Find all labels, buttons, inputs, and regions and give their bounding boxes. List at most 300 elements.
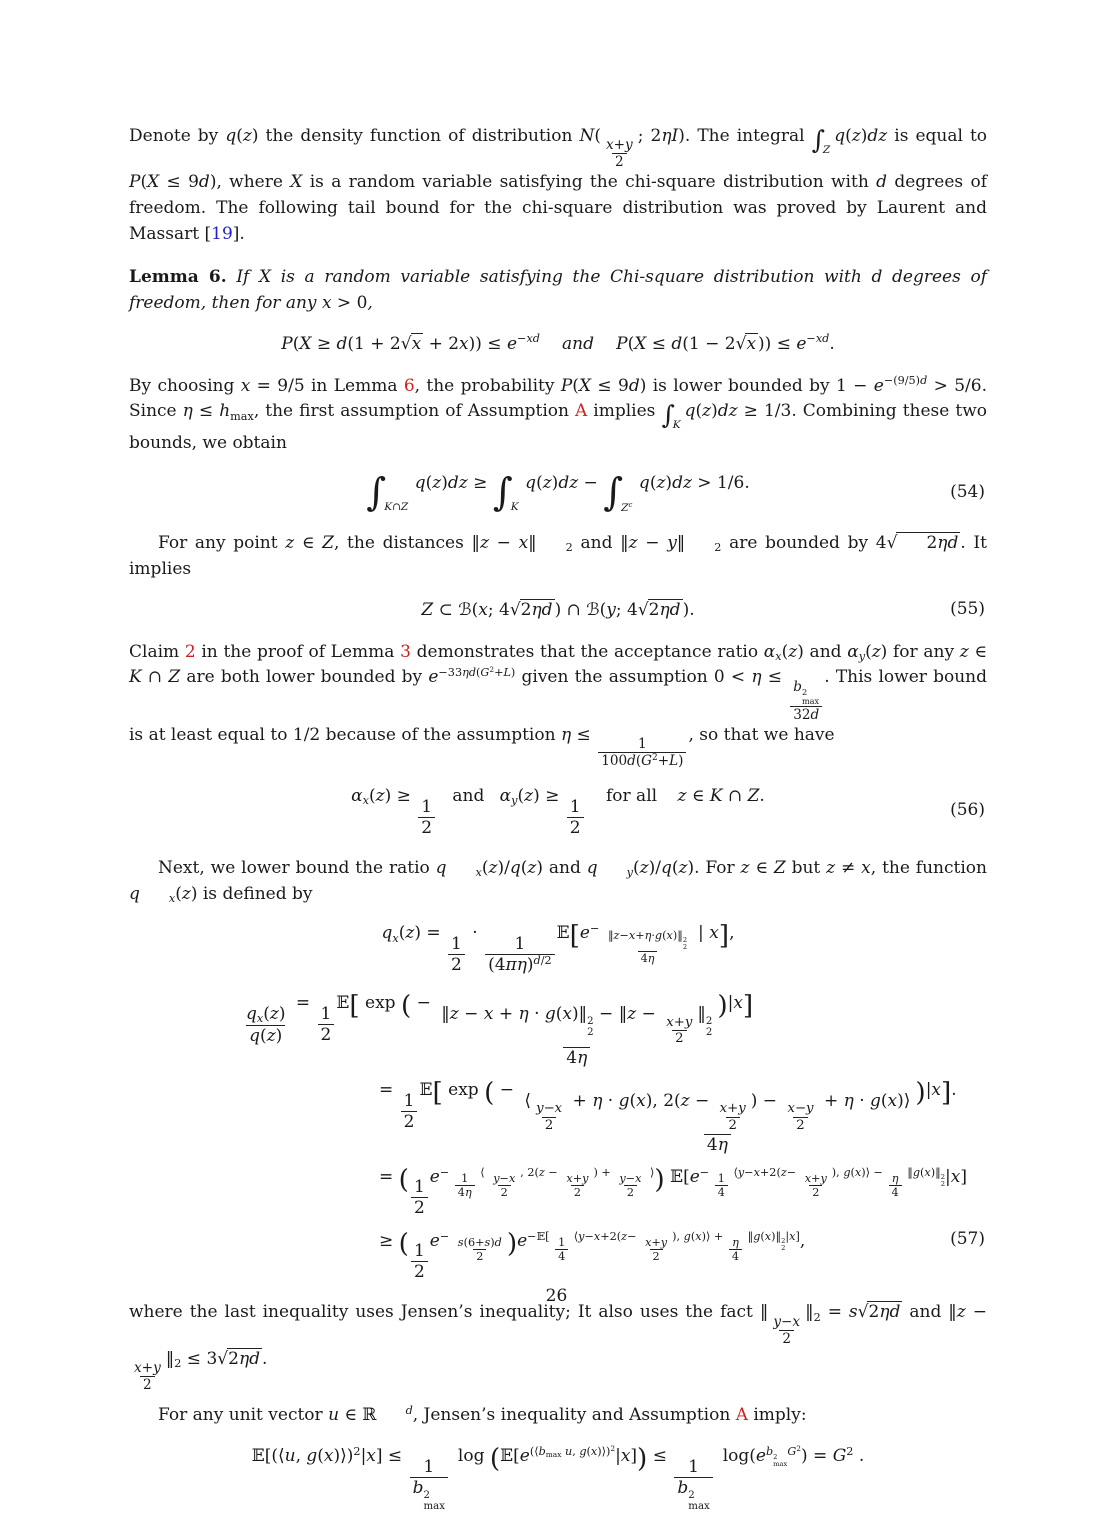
math-text: P(X ≥ d(1 + 2 [281, 333, 401, 354]
text-run: 2 [451, 955, 462, 976]
fraction [717, 1101, 749, 1133]
math-text: 4 [875, 533, 887, 554]
math-text: P(X ≤ d(1 − 2 [616, 333, 736, 354]
fraction [784, 1101, 816, 1133]
text-run: . The integral [684, 126, 812, 146]
fraction [889, 1172, 902, 1199]
text-run: 1 [403, 1090, 415, 1111]
superscript [628, 502, 632, 509]
text-run: given the assumption [515, 667, 714, 688]
math-text: + η · g(x), 2(z − [567, 1090, 715, 1111]
math-text: y−x [493, 1171, 516, 1185]
big-delimiter: [ [569, 921, 580, 952]
math-text: ‖ [697, 1004, 706, 1025]
math-text: y−x [536, 1101, 563, 1117]
script-stack [773, 1454, 787, 1469]
math-text: = s [820, 1302, 858, 1323]
superscript [423, 1490, 429, 1501]
text-run: 2 [403, 1111, 415, 1132]
text-run: for all [606, 786, 658, 807]
math-text: 1/2 [292, 724, 321, 745]
text-run: 2 [320, 1025, 332, 1046]
text-run [227, 267, 237, 287]
math-text: (z) = [398, 923, 447, 944]
math-text: 4η [640, 952, 655, 966]
fraction [418, 797, 435, 838]
denominator [567, 817, 584, 838]
text-run: 2 [587, 1027, 594, 1039]
fraction [490, 1172, 518, 1199]
math-text: ⟩ [646, 1165, 655, 1179]
denominator [498, 1185, 511, 1199]
math-text: q(z)dz − [525, 473, 604, 494]
math-text: −𝔼[ [527, 1229, 554, 1243]
math-text: Z [822, 143, 831, 156]
fraction [243, 1004, 288, 1046]
denominator [411, 1197, 428, 1218]
integral-limit [823, 145, 830, 156]
math-text: 100d(G [601, 753, 653, 770]
math-text: q(z) [249, 1025, 283, 1046]
text-run: are bounded by [721, 533, 876, 554]
integral-limit [384, 502, 408, 513]
integral-sign: ∫ [366, 470, 387, 516]
math-text: |x [925, 1080, 942, 1101]
text-run: , where [216, 172, 291, 193]
numerator [663, 1015, 695, 1031]
math-text: +L) [657, 753, 684, 770]
math-text: x+y [666, 1014, 693, 1030]
integral-operator [492, 470, 523, 516]
big-delimiter: ) [915, 1078, 926, 1109]
integral-sign: ∫ [811, 125, 825, 156]
text-run: 2 [846, 1445, 854, 1459]
text-run: For any point [158, 533, 286, 554]
text-run: and [572, 533, 621, 554]
text-run: Claim [129, 641, 185, 662]
math-text: η ≤ [560, 724, 597, 745]
text-run: exp [442, 1080, 485, 1101]
text-run: 1 [558, 1235, 566, 1249]
text-run: 2 [544, 1118, 554, 1134]
superscript [590, 923, 692, 965]
text-run: 2 [476, 1249, 484, 1263]
math-text: X [258, 266, 272, 287]
text-run: 2 [940, 1180, 946, 1189]
radical-sign: √ [857, 1302, 868, 1323]
subscript [537, 542, 573, 553]
numerator [802, 1172, 830, 1185]
math-text: · [466, 923, 484, 944]
math-text: x+y [134, 1360, 161, 1377]
reference-link[interactable]: 6 [403, 375, 415, 396]
big-delimiter: ) [506, 1228, 518, 1259]
text-run: 4 [891, 1186, 899, 1200]
denominator [715, 1185, 728, 1199]
subscript [802, 697, 819, 706]
text-run: 4 [717, 1186, 725, 1200]
fraction [411, 1241, 428, 1282]
subscript [230, 411, 254, 422]
math-text: x+y [605, 137, 633, 154]
math-text: 4η [706, 1134, 728, 1155]
numerator [784, 1101, 816, 1117]
math-text: ‖z−x+η·g(x)‖ [607, 928, 683, 942]
radicand [227, 1348, 262, 1369]
fraction [533, 1101, 565, 1133]
math-text: x+y [804, 1171, 827, 1185]
math-text: |x] ≤ [360, 1446, 408, 1467]
reference-link[interactable]: 2 [184, 641, 196, 662]
equation-56 [129, 785, 987, 838]
math-text: ‖z − y‖ [620, 533, 686, 554]
math-text: q(z)dz ≥ 1/3 [684, 401, 792, 422]
big-delimiter: ] [718, 921, 730, 952]
math-text: ⟨y−x+2(z− [570, 1229, 641, 1243]
math-text: e [429, 1230, 440, 1251]
text-run: 1 [688, 1456, 699, 1477]
numerator [533, 1101, 565, 1117]
text-run: 𝔼 [251, 1446, 265, 1467]
text-run: 1 [461, 1171, 469, 1185]
math-text: e [755, 1446, 766, 1467]
math-text: ⟨ [524, 1090, 532, 1111]
math-text: y−x [619, 1171, 642, 1185]
math-text: y [858, 649, 866, 663]
math-text: −xd [517, 332, 540, 346]
math-text: ) ∩ ℬ(y; 4 [554, 599, 638, 620]
text-run: the density function of distribution [258, 126, 580, 146]
math-text: (z) ≥ [368, 786, 417, 807]
fraction [616, 1172, 644, 1199]
math-text: (z)/q(z) [633, 857, 695, 878]
radical-sign: √ [735, 333, 746, 354]
equation-expectation-bound [129, 1445, 987, 1512]
denominator [542, 1117, 556, 1134]
text-run: 2 [705, 1027, 713, 1039]
denominator [779, 1330, 794, 1347]
math-text: − [494, 1080, 520, 1101]
numerator [490, 1172, 518, 1185]
math-text: 2ηd [926, 533, 959, 554]
math-text: z ∈ K ∩ Z. [677, 786, 765, 807]
text-run: 2 [813, 1310, 821, 1324]
equation-54 [129, 470, 987, 516]
math-text: b [793, 678, 802, 695]
math-text: ⟨ [476, 1165, 489, 1179]
paragraph-jensen-fact [129, 1300, 987, 1393]
denominator [729, 1249, 742, 1263]
fraction [802, 1172, 830, 1199]
math-text: η ≤ h [182, 401, 231, 422]
equation-lines [129, 993, 987, 1282]
integral-operator [366, 470, 412, 516]
math-text: η [732, 1235, 739, 1249]
numerator [243, 1004, 288, 1025]
math-text: q [246, 1004, 257, 1025]
equation-line [379, 1228, 987, 1283]
numerator [685, 1457, 702, 1477]
math-text: α [499, 786, 512, 807]
text-run: 4 [731, 1249, 739, 1263]
text-run: 2 [587, 1016, 594, 1028]
math-text: 32d [793, 706, 820, 723]
big-delimiter: ] [742, 991, 754, 1022]
math-text: q [586, 857, 598, 878]
denominator [612, 153, 627, 170]
paragraph-density-intro [129, 124, 987, 248]
fraction [598, 736, 686, 769]
text-run: demonstrates that the acceptance ratio [410, 641, 764, 662]
text-run: 2 [174, 1357, 182, 1371]
math-text: +L) [494, 666, 516, 680]
math-text: ‖ [805, 1302, 814, 1323]
integral-sign: ∫ [661, 401, 675, 432]
text-run: , the distances [333, 533, 472, 554]
text-run: 1 [451, 934, 462, 955]
superscript [766, 1445, 801, 1468]
text-run: imply: [747, 1405, 807, 1426]
big-delimiter: ( [400, 991, 412, 1022]
radicand [411, 333, 424, 354]
math-text: ‖z − x + η · g(x)‖ [441, 1004, 588, 1025]
math-text: + 2x)) ≤ e [423, 333, 518, 354]
text-run: 𝔼 [419, 1080, 433, 1101]
equation-line [241, 993, 987, 1068]
math-text: . [829, 333, 835, 354]
denominator [809, 1185, 822, 1199]
denominator [571, 1185, 584, 1199]
equation-57 [129, 993, 987, 1282]
numerator [411, 1241, 428, 1261]
text-run: and [452, 786, 485, 807]
text-run: 1 [569, 796, 581, 817]
subscript [587, 1027, 593, 1038]
text-run: 2 [423, 1490, 430, 1502]
equation-lemma-6 [129, 333, 987, 356]
italic-text: If [236, 266, 259, 287]
numerator [616, 1172, 644, 1185]
math-text: ) = G [801, 1446, 847, 1467]
script-stack [706, 1016, 712, 1038]
math-text: [(⟨u, g(x)⟩) [264, 1446, 354, 1467]
math-text: = [379, 1166, 399, 1187]
math-text: −33ηd(G [438, 666, 490, 680]
text-run: 2 [500, 1186, 508, 1200]
text-run: 2 [705, 1016, 713, 1028]
math-text: x−y [787, 1101, 814, 1117]
numerator [889, 1172, 902, 1185]
integral-operator [811, 125, 835, 156]
denominator [140, 1376, 155, 1393]
text-run: degrees of freedom. The following tail bound for the chi-square distribution was proved by Laurent and Massart [ [129, 172, 987, 245]
text-run: 2 [781, 1244, 786, 1253]
equation-lines [129, 599, 987, 622]
text-run: is equal to [887, 126, 988, 146]
math-text: x [256, 1012, 264, 1026]
numerator [420, 1457, 437, 1477]
integral-sign: ∫ [492, 470, 513, 516]
text-run: For any unit vector [158, 1405, 329, 1426]
text-run: 2 [801, 686, 808, 697]
math-text: + η · g(x)⟩ [818, 1090, 911, 1111]
fraction [715, 1172, 728, 1199]
subscript [706, 1027, 712, 1038]
reference-link[interactable]: A [574, 401, 588, 422]
math-text: 𝔼[e [664, 1166, 700, 1187]
denominator [246, 1025, 285, 1046]
math-text: u ∈ ℝ [328, 1405, 377, 1426]
paragraph-next-ratio [129, 856, 987, 908]
integral-limit [511, 502, 519, 513]
math-text: P(X ≤ 9d) [560, 375, 647, 396]
math-text: x [746, 333, 757, 354]
big-delimiter: ) [637, 1444, 648, 1475]
text-run: 1 [421, 796, 433, 817]
radical-sign: √ [217, 1348, 228, 1369]
math-text: x [362, 794, 369, 808]
math-text: (4πη) [488, 955, 534, 976]
text-run: log [452, 1446, 490, 1467]
citation-link[interactable]: 19 [211, 224, 233, 245]
subscript [781, 1245, 785, 1252]
math-text: K [672, 418, 681, 431]
numerator [438, 1004, 715, 1047]
math-text: , 2(z − [520, 1165, 562, 1179]
numerator [511, 934, 528, 954]
text-run: . It implies [129, 533, 987, 579]
math-text: z ∈ Z [740, 857, 786, 878]
text-run: 𝔼 [500, 1446, 514, 1467]
subscript [683, 944, 687, 951]
paragraph-unit-vector [129, 1403, 987, 1429]
math-text: 1 − e [836, 375, 884, 396]
fraction [318, 1004, 335, 1045]
integral-limit [673, 420, 681, 431]
numerator [567, 797, 584, 817]
reference-link[interactable]: 3 [400, 641, 411, 662]
text-run: , so that we have [688, 724, 835, 745]
big-delimiter: ( [489, 1444, 501, 1475]
numerator [790, 679, 822, 706]
text-run: , [799, 1230, 806, 1251]
big-delimiter: ( [398, 1164, 409, 1195]
subscript [685, 542, 721, 553]
math-text: x > 0 [321, 292, 368, 313]
math-text: α [763, 641, 776, 662]
fraction [410, 1457, 448, 1512]
denominator [790, 706, 822, 723]
math-text: (z) ≥ [517, 786, 565, 807]
superscript [377, 1405, 413, 1416]
big-delimiter: [ [349, 991, 360, 1022]
math-text: b [765, 1445, 774, 1459]
math-text: ≥ [379, 1230, 399, 1251]
fraction [674, 1457, 712, 1512]
math-text: e [429, 1166, 440, 1187]
denominator [674, 1477, 712, 1512]
superscript [534, 955, 552, 966]
fraction [131, 1360, 164, 1393]
numerator [455, 1236, 505, 1249]
numerator [717, 1101, 749, 1117]
italic-text: and [562, 333, 595, 354]
math-text: − [589, 922, 603, 936]
numerator [458, 1172, 471, 1185]
math-text: q [129, 883, 140, 904]
integral-operator [661, 401, 684, 432]
subscript [773, 1461, 787, 1468]
text-run: implies [587, 401, 662, 422]
math-text: − [411, 993, 437, 1014]
math-text: q(z)dz > 1/6. [638, 473, 750, 494]
reference-link[interactable]: A [735, 1405, 748, 1426]
text-run: 2 [421, 817, 433, 838]
math-text: | x [698, 923, 719, 944]
math-text: ) − [750, 1090, 783, 1111]
text-run: 𝔼 [336, 993, 350, 1014]
math-text: 2ηd [868, 1302, 901, 1323]
math-text: x+y [719, 1101, 746, 1117]
math-text: ). [682, 599, 695, 620]
fraction [603, 137, 636, 170]
math-text: |x] [945, 1166, 967, 1187]
math-text: [e [513, 1446, 530, 1467]
numerator [770, 1314, 803, 1330]
math-text: e [517, 1230, 528, 1251]
math-text: ), g(x)⟩ − [831, 1165, 887, 1179]
denominator [410, 1477, 448, 1512]
script-stack [802, 688, 819, 706]
superscript [438, 666, 515, 678]
math-text: d [876, 172, 887, 193]
text-run: is defined by [197, 883, 313, 904]
math-text: (z) [865, 641, 888, 662]
denominator [401, 1111, 418, 1132]
equation-lines [129, 923, 987, 975]
math-text: ≤ 3 [181, 1348, 218, 1369]
superscript [353, 1446, 360, 1457]
script-stack [688, 1490, 709, 1512]
math-text: e [579, 923, 590, 944]
math-text: z ∈ K ∩ Z [129, 641, 988, 688]
math-text: q [435, 857, 447, 878]
math-text: d [405, 1404, 413, 1418]
italic-text: , [367, 292, 373, 313]
math-text: 2ηd [228, 1348, 261, 1369]
text-run: 2 [353, 1445, 361, 1459]
math-text: (z) [263, 1004, 286, 1025]
numerator [401, 1091, 418, 1111]
fraction [438, 1004, 715, 1068]
math-text: − [439, 1229, 453, 1243]
math-text: ≤ [647, 1446, 673, 1467]
math-text: x+y [645, 1235, 668, 1249]
fraction [455, 1172, 475, 1199]
equation-number: (55) [950, 599, 985, 620]
superscript [517, 333, 540, 344]
denominator [672, 1030, 686, 1047]
math-text: |x] [615, 1446, 638, 1467]
text-run: 2 [569, 817, 581, 838]
numerator [411, 1177, 428, 1197]
text-run: 2 [565, 541, 573, 555]
text-run: 1 [514, 934, 526, 955]
text-run: and [803, 641, 848, 662]
math-text: ‖g(x)‖ [744, 1229, 782, 1243]
square-root [217, 1349, 262, 1369]
text-run: 2 [781, 1236, 786, 1245]
